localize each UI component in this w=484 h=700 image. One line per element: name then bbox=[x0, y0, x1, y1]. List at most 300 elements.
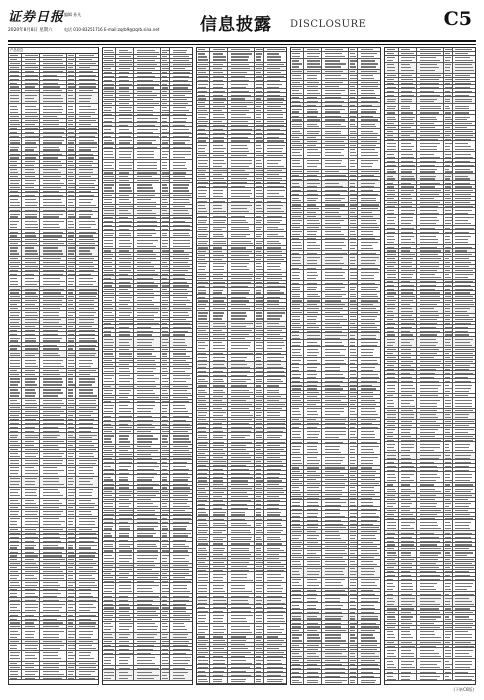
table-cell bbox=[209, 250, 228, 253]
table-cell bbox=[133, 549, 161, 552]
table-row bbox=[9, 104, 98, 115]
table-cell bbox=[75, 532, 99, 535]
table-cell bbox=[9, 261, 21, 264]
table-cell bbox=[263, 528, 287, 534]
text-line bbox=[43, 478, 58, 479]
text-line bbox=[173, 270, 188, 271]
text-line bbox=[256, 449, 261, 450]
text-line bbox=[25, 575, 35, 576]
text-line bbox=[104, 499, 114, 500]
table-cell bbox=[169, 216, 193, 219]
table-cell bbox=[169, 238, 193, 248]
text-line bbox=[325, 155, 344, 156]
text-line bbox=[162, 526, 167, 527]
table-cell bbox=[115, 78, 134, 81]
text-line bbox=[137, 72, 152, 73]
table-cell bbox=[115, 594, 134, 597]
text-line bbox=[137, 393, 155, 394]
table-cell bbox=[39, 272, 67, 275]
table-cell bbox=[209, 135, 228, 138]
table-cell bbox=[227, 143, 255, 153]
table-cell bbox=[103, 253, 115, 256]
text-line bbox=[213, 603, 227, 604]
text-line bbox=[68, 378, 73, 379]
table-cell bbox=[103, 231, 115, 237]
table-cell bbox=[209, 624, 228, 634]
text-line bbox=[173, 262, 188, 263]
text-line bbox=[104, 258, 112, 259]
text-line bbox=[137, 503, 153, 504]
table-row bbox=[103, 311, 192, 318]
table-cell bbox=[169, 149, 193, 159]
text-line bbox=[25, 214, 38, 215]
table-cell bbox=[133, 348, 161, 351]
text-line bbox=[79, 449, 97, 450]
text-line bbox=[173, 375, 190, 376]
table-cell bbox=[39, 257, 67, 260]
text-line bbox=[173, 60, 190, 61]
table-cell bbox=[169, 367, 193, 373]
table-cell bbox=[227, 510, 255, 516]
text-line bbox=[213, 140, 224, 141]
text-line bbox=[119, 293, 130, 294]
table-cell bbox=[133, 475, 161, 481]
table-cell bbox=[39, 269, 67, 272]
table-cell bbox=[103, 325, 115, 328]
text-line bbox=[198, 266, 206, 267]
text-line bbox=[79, 427, 93, 428]
table-cell bbox=[21, 156, 40, 159]
text-line bbox=[231, 286, 248, 287]
text-line bbox=[213, 562, 224, 563]
table-cell bbox=[39, 93, 67, 103]
table-cell bbox=[75, 351, 99, 357]
table-row bbox=[9, 499, 98, 506]
table-cell bbox=[209, 113, 228, 119]
text-line bbox=[79, 224, 97, 225]
table-cell bbox=[227, 284, 255, 287]
text-line bbox=[119, 176, 128, 177]
text-line bbox=[231, 652, 251, 653]
text-line bbox=[119, 157, 132, 158]
text-line bbox=[43, 312, 58, 313]
text-line bbox=[198, 151, 205, 152]
table-cell bbox=[39, 138, 67, 144]
text-line bbox=[137, 308, 158, 309]
text-line bbox=[231, 114, 245, 115]
text-line bbox=[79, 106, 91, 107]
table-cell bbox=[133, 606, 161, 609]
table-cell bbox=[133, 325, 161, 328]
table-cell bbox=[133, 273, 161, 276]
text-line bbox=[43, 363, 61, 364]
table-cell bbox=[103, 516, 115, 519]
table-cell bbox=[291, 96, 303, 99]
text-line bbox=[162, 195, 169, 196]
text-line bbox=[256, 229, 261, 230]
table-cell bbox=[169, 284, 193, 287]
text-line bbox=[43, 453, 64, 454]
text-line bbox=[267, 558, 279, 559]
table-cell bbox=[75, 570, 99, 573]
text-line bbox=[79, 500, 92, 501]
text-line bbox=[325, 49, 342, 50]
table-cell bbox=[21, 115, 40, 118]
table-cell bbox=[227, 506, 255, 509]
table-cell bbox=[115, 329, 134, 332]
table-cell bbox=[115, 542, 134, 548]
text-line bbox=[137, 585, 158, 586]
text-line bbox=[198, 102, 205, 103]
table-cell bbox=[21, 570, 40, 573]
table-cell bbox=[169, 633, 193, 639]
text-line bbox=[213, 222, 226, 223]
text-line bbox=[43, 449, 59, 450]
text-line bbox=[198, 326, 207, 327]
text-line bbox=[25, 71, 34, 72]
text-line bbox=[213, 585, 225, 586]
text-line bbox=[43, 533, 59, 534]
text-line bbox=[325, 60, 340, 61]
table-cell bbox=[75, 440, 99, 443]
table-cell bbox=[103, 359, 115, 362]
table-cell bbox=[197, 246, 209, 249]
table-cell bbox=[75, 452, 99, 458]
text-line bbox=[162, 424, 167, 425]
text-line bbox=[307, 49, 319, 50]
table-cell bbox=[227, 425, 255, 428]
text-line bbox=[231, 596, 249, 597]
text-line bbox=[104, 397, 114, 398]
table-cell bbox=[39, 179, 67, 185]
text-line bbox=[162, 202, 168, 203]
text-line bbox=[10, 140, 19, 141]
text-line bbox=[79, 59, 92, 60]
table-cell bbox=[169, 471, 193, 474]
text-line bbox=[104, 308, 112, 309]
text-line bbox=[10, 124, 19, 125]
text-line bbox=[361, 49, 373, 50]
table-row bbox=[9, 574, 98, 581]
text-line bbox=[25, 604, 38, 605]
table-cell bbox=[115, 160, 134, 170]
text-line bbox=[292, 141, 300, 142]
text-line bbox=[10, 370, 17, 371]
text-line bbox=[10, 132, 17, 133]
table-row bbox=[197, 341, 286, 352]
table-cell bbox=[75, 299, 99, 302]
text-line bbox=[104, 653, 113, 654]
text-line bbox=[79, 445, 94, 446]
text-line bbox=[198, 137, 207, 138]
text-line bbox=[68, 63, 73, 64]
text-line bbox=[68, 161, 73, 162]
text-line bbox=[173, 668, 185, 669]
table-cell bbox=[133, 457, 161, 460]
text-line bbox=[198, 241, 207, 242]
table-cell bbox=[197, 311, 209, 321]
table-cell bbox=[291, 48, 303, 51]
text-line bbox=[68, 86, 75, 87]
table-cell bbox=[197, 528, 209, 534]
text-line bbox=[173, 499, 188, 500]
text-line bbox=[104, 99, 114, 100]
table-cell bbox=[9, 399, 21, 405]
text-line bbox=[307, 63, 321, 64]
text-line bbox=[25, 441, 34, 442]
table-cell bbox=[133, 307, 161, 310]
disclosure-table-area bbox=[8, 47, 476, 685]
text-line bbox=[198, 114, 207, 115]
text-line bbox=[213, 114, 224, 115]
table-cell bbox=[21, 287, 40, 290]
table-cell bbox=[197, 487, 209, 490]
text-line bbox=[68, 667, 74, 668]
text-line bbox=[119, 202, 131, 203]
text-line bbox=[231, 193, 252, 194]
table-cell bbox=[133, 374, 161, 384]
text-line bbox=[68, 463, 74, 464]
table-cell bbox=[103, 475, 115, 481]
table-cell bbox=[209, 594, 228, 597]
table-cell bbox=[133, 502, 161, 508]
table-cell bbox=[115, 90, 134, 93]
text-line bbox=[198, 648, 206, 649]
text-line bbox=[137, 50, 155, 51]
table-cell bbox=[75, 179, 99, 185]
text-line bbox=[137, 368, 156, 369]
table-cell bbox=[197, 403, 209, 406]
text-line bbox=[173, 626, 186, 627]
text-line bbox=[307, 145, 317, 146]
table-cell bbox=[227, 373, 255, 376]
text-line bbox=[119, 663, 129, 664]
table-cell bbox=[197, 113, 209, 119]
text-line bbox=[173, 607, 186, 608]
text-line bbox=[267, 312, 285, 313]
text-line bbox=[68, 98, 75, 99]
table-cell bbox=[9, 517, 21, 527]
table-cell bbox=[133, 598, 161, 601]
text-line bbox=[43, 191, 59, 192]
text-line bbox=[198, 367, 205, 368]
text-line bbox=[256, 580, 262, 581]
text-line bbox=[10, 278, 17, 279]
text-line bbox=[213, 656, 223, 657]
text-line bbox=[25, 541, 34, 542]
text-line bbox=[104, 278, 110, 279]
text-line bbox=[25, 169, 34, 170]
table-cell bbox=[197, 510, 209, 516]
text-line bbox=[256, 290, 261, 291]
table-cell bbox=[115, 572, 134, 575]
table-cell bbox=[209, 273, 228, 276]
text-line bbox=[162, 353, 167, 354]
table-cell bbox=[75, 562, 99, 565]
table-cell bbox=[39, 332, 67, 335]
text-line bbox=[43, 389, 60, 390]
text-line bbox=[267, 618, 285, 619]
text-line bbox=[213, 318, 223, 319]
table-cell bbox=[197, 281, 209, 284]
text-line bbox=[119, 405, 129, 406]
table-cell bbox=[133, 74, 161, 77]
text-line bbox=[10, 567, 17, 568]
table-cell bbox=[115, 670, 134, 680]
table-cell bbox=[39, 54, 67, 57]
table-cell bbox=[39, 459, 67, 465]
table-cell bbox=[209, 565, 228, 568]
table-cell bbox=[357, 148, 381, 158]
text-line bbox=[162, 435, 168, 436]
text-line bbox=[68, 441, 75, 442]
text-line bbox=[198, 80, 208, 81]
table-cell bbox=[21, 242, 40, 245]
text-line bbox=[104, 368, 113, 369]
text-line bbox=[198, 381, 207, 382]
text-line bbox=[137, 110, 152, 111]
text-line bbox=[137, 607, 158, 608]
text-line bbox=[137, 675, 158, 676]
table-cell bbox=[39, 581, 67, 587]
text-line bbox=[361, 109, 377, 110]
text-line bbox=[213, 400, 223, 401]
text-line bbox=[213, 629, 227, 630]
table-cell bbox=[9, 629, 21, 639]
table-cell bbox=[39, 425, 67, 428]
table-cell bbox=[21, 477, 40, 487]
text-line bbox=[162, 588, 169, 589]
text-line bbox=[267, 591, 283, 592]
text-line bbox=[213, 550, 224, 551]
table-cell bbox=[303, 48, 322, 51]
table-cell bbox=[115, 598, 134, 601]
text-line bbox=[25, 555, 38, 556]
text-line bbox=[213, 263, 226, 264]
table-cell bbox=[263, 355, 287, 361]
text-line bbox=[43, 308, 60, 309]
text-line bbox=[79, 120, 96, 121]
table-cell bbox=[227, 288, 255, 294]
text-line bbox=[25, 437, 39, 438]
text-line bbox=[25, 473, 39, 474]
text-line bbox=[162, 431, 169, 432]
table-cell bbox=[9, 318, 21, 324]
text-line bbox=[104, 162, 113, 163]
text-line bbox=[231, 621, 246, 622]
text-line bbox=[79, 75, 96, 76]
text-line bbox=[25, 266, 39, 267]
table-cell bbox=[75, 517, 99, 527]
table-cell bbox=[227, 277, 255, 280]
table-cell bbox=[209, 373, 228, 376]
table-row bbox=[9, 602, 98, 613]
text-line bbox=[198, 318, 207, 319]
text-line bbox=[173, 411, 189, 412]
table-cell bbox=[227, 624, 255, 634]
table-cell bbox=[115, 318, 134, 321]
table-cell bbox=[39, 358, 67, 368]
text-line bbox=[198, 473, 207, 474]
text-line bbox=[10, 71, 18, 72]
text-line bbox=[173, 565, 189, 566]
text-line bbox=[137, 136, 158, 137]
text-line bbox=[231, 263, 248, 264]
text-line bbox=[25, 547, 34, 548]
text-line bbox=[119, 573, 130, 574]
table-cell bbox=[227, 355, 255, 361]
table-cell bbox=[133, 71, 161, 74]
text-line bbox=[137, 293, 154, 294]
text-line bbox=[231, 98, 245, 99]
text-line bbox=[198, 611, 208, 612]
table-cell bbox=[75, 539, 99, 542]
table-cell bbox=[75, 164, 99, 167]
text-line bbox=[104, 558, 114, 559]
text-line bbox=[79, 645, 92, 646]
text-line bbox=[68, 541, 75, 542]
table-cell bbox=[133, 209, 161, 215]
table-cell bbox=[197, 542, 209, 545]
table-cell bbox=[209, 101, 228, 104]
text-line bbox=[43, 187, 60, 188]
text-line bbox=[213, 548, 226, 549]
table-cell bbox=[75, 399, 99, 405]
table-cell bbox=[227, 299, 255, 302]
text-line bbox=[79, 90, 93, 91]
table-row bbox=[9, 276, 98, 287]
table-cell bbox=[169, 520, 193, 523]
text-line bbox=[10, 571, 18, 572]
text-line bbox=[198, 480, 206, 481]
text-line bbox=[104, 420, 111, 421]
text-line bbox=[173, 297, 187, 298]
text-line bbox=[10, 537, 19, 538]
table-cell bbox=[169, 269, 193, 272]
text-line bbox=[162, 72, 167, 73]
text-line bbox=[10, 626, 19, 627]
text-line bbox=[10, 655, 19, 656]
text-line bbox=[10, 634, 19, 635]
text-line bbox=[162, 484, 168, 485]
table-cell bbox=[9, 186, 21, 189]
table-row bbox=[197, 658, 286, 665]
text-line bbox=[25, 495, 37, 496]
text-line bbox=[256, 220, 262, 221]
text-line bbox=[256, 360, 261, 361]
text-line bbox=[213, 56, 226, 57]
table-cell bbox=[75, 388, 99, 398]
table-cell bbox=[9, 287, 21, 290]
text-line bbox=[198, 543, 208, 544]
text-line bbox=[267, 49, 286, 50]
text-line bbox=[119, 375, 130, 376]
text-line bbox=[10, 374, 18, 375]
text-line bbox=[231, 611, 251, 612]
text-line bbox=[198, 404, 205, 405]
table-cell bbox=[263, 362, 287, 368]
text-line bbox=[162, 95, 167, 96]
table-cell bbox=[263, 373, 287, 376]
text-line bbox=[198, 469, 207, 470]
text-line bbox=[256, 504, 261, 505]
text-line bbox=[213, 577, 223, 578]
text-line bbox=[119, 353, 133, 354]
text-line bbox=[231, 178, 247, 179]
table-cell bbox=[21, 234, 40, 237]
table-cell bbox=[209, 635, 228, 638]
text-line bbox=[173, 213, 189, 214]
